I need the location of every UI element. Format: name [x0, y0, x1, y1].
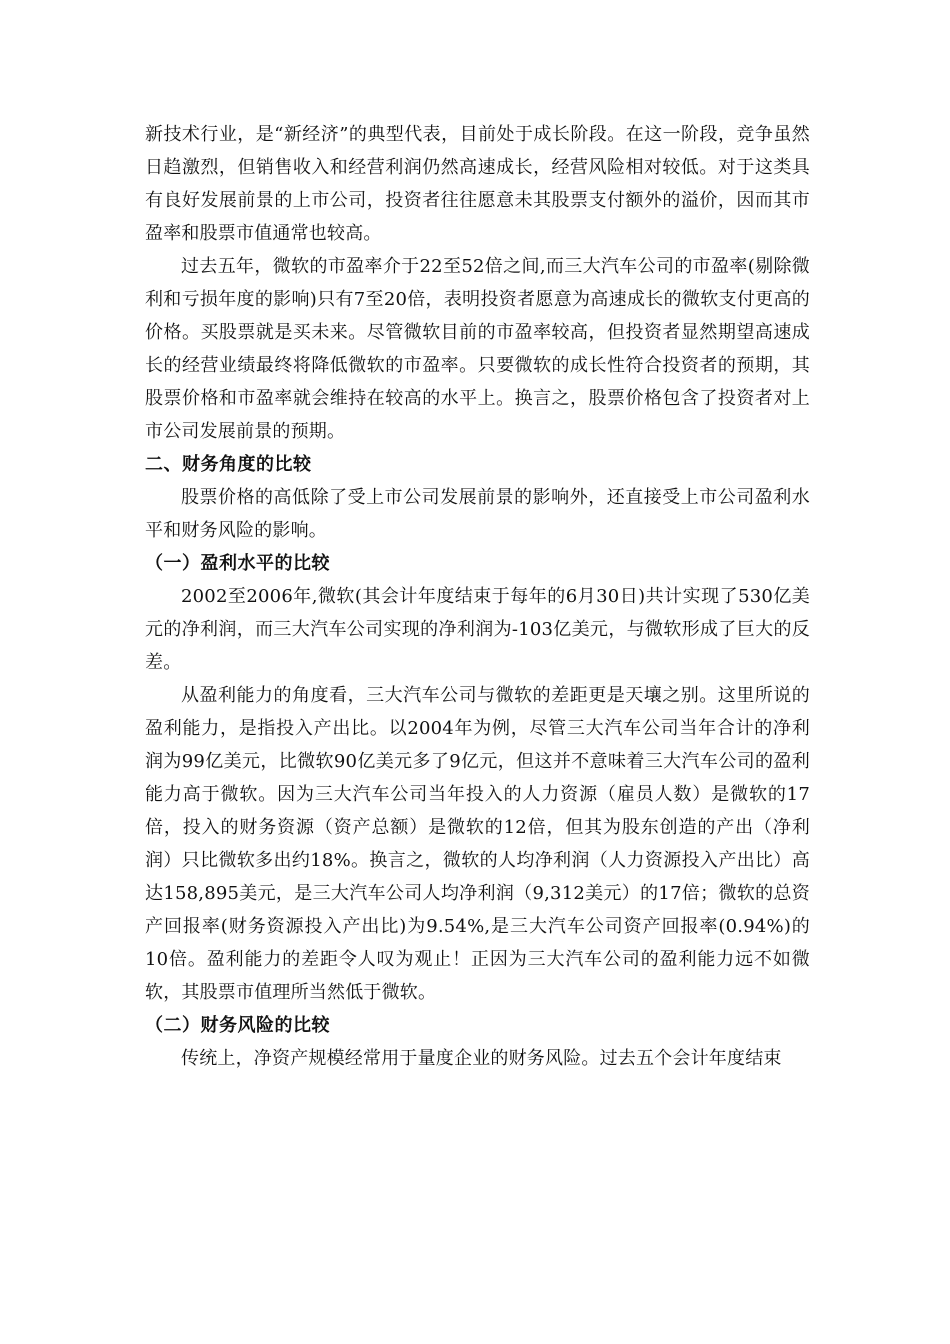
document-body	[145, 118, 810, 1075]
subheading-financial-risk: （二）财务风险的比较	[145, 1015, 330, 1036]
paragraph-net-assets: 传统上，净资产规模经常用于量度企业的财务风险。过去五个会计年度结束	[181, 1048, 782, 1069]
section-heading-financial-comparison: 二、财务角度的比较	[145, 454, 312, 475]
paragraph-stock-price-factors: 股票价格的高低除了受上市公司发展前景的影响外，还直接受上市公司盈利水平和财务风险的影响。	[145, 487, 810, 541]
paragraph-net-profit: 2002至2006年,微软(其会计年度结束于每年的6月30日)共计实现了530亿美元的净利润，而三大汽车公司实现的净利润为-103亿美元，与微软形成了巨大的反差。	[145, 586, 810, 673]
paragraph-new-economy: 新技术行业，是“新经济”的典型代表，目前处于成长阶段。在这一阶段，竞争虽然日趋激烈，但销售收入和经营利润仍然高速成长，经营风险相对较低。对于这类具有良好发展前景的上市公司，投资者往往愿意未其股票支付额外的溢价，因而其市盈率和股票市值通常也较高。	[145, 124, 810, 244]
subheading-profitability: （一）盈利水平的比较	[145, 553, 330, 574]
paragraph-profit-ability: 从盈利能力的角度看，三大汽车公司与微软的差距更是天壤之别。这里所说的盈利能力，是指投入产出比。以2004年为例，尽管三大汽车公司当年合计的净利润为99亿美元，比微软90亿美元多了9亿元，但这并不意味着三大汽车公司的盈利能力高于微软。因为三大汽车公司当年投入的人力资源（雇员人数）是微软的17倍，投入的财务资源（资产总额）是微软的12倍，但其为股东创造的产出（净利润）只比微软多出约18%。换言之，微软的人均净利润（人力资源投入产出比）高达158,895美元，是三大汽车公司人均净利润（9,312美元）的17倍；微软的总资产回报率(财务资源投入产出比)为9.54%,是三大汽车公司资产回报率(0.94%)的10倍。盈利能力的差距令人叹为观止！正因为三大汽车公司的盈利能力远不如微软，其股票市值理所当然低于微软。	[145, 685, 810, 1003]
paragraph-pe-ratio: 过去五年，微软的市盈率介于22至52倍之间,而三大汽车公司的市盈率(剔除微利和亏损年度的影响)只有7至20倍，表明投资者愿意为高速成长的微软支付更高的价格。买股票就是买未来。尽管微软目前的市盈率较高，但投资者显然期望高速成长的经营业绩最终将降低微软的市盈率。只要微软的成长性符合投资者的预期，其股票价格和市盈率就会维持在较高的水平上。换言之，股票价格包含了投资者对上市公司发展前景的预期。	[145, 256, 810, 442]
